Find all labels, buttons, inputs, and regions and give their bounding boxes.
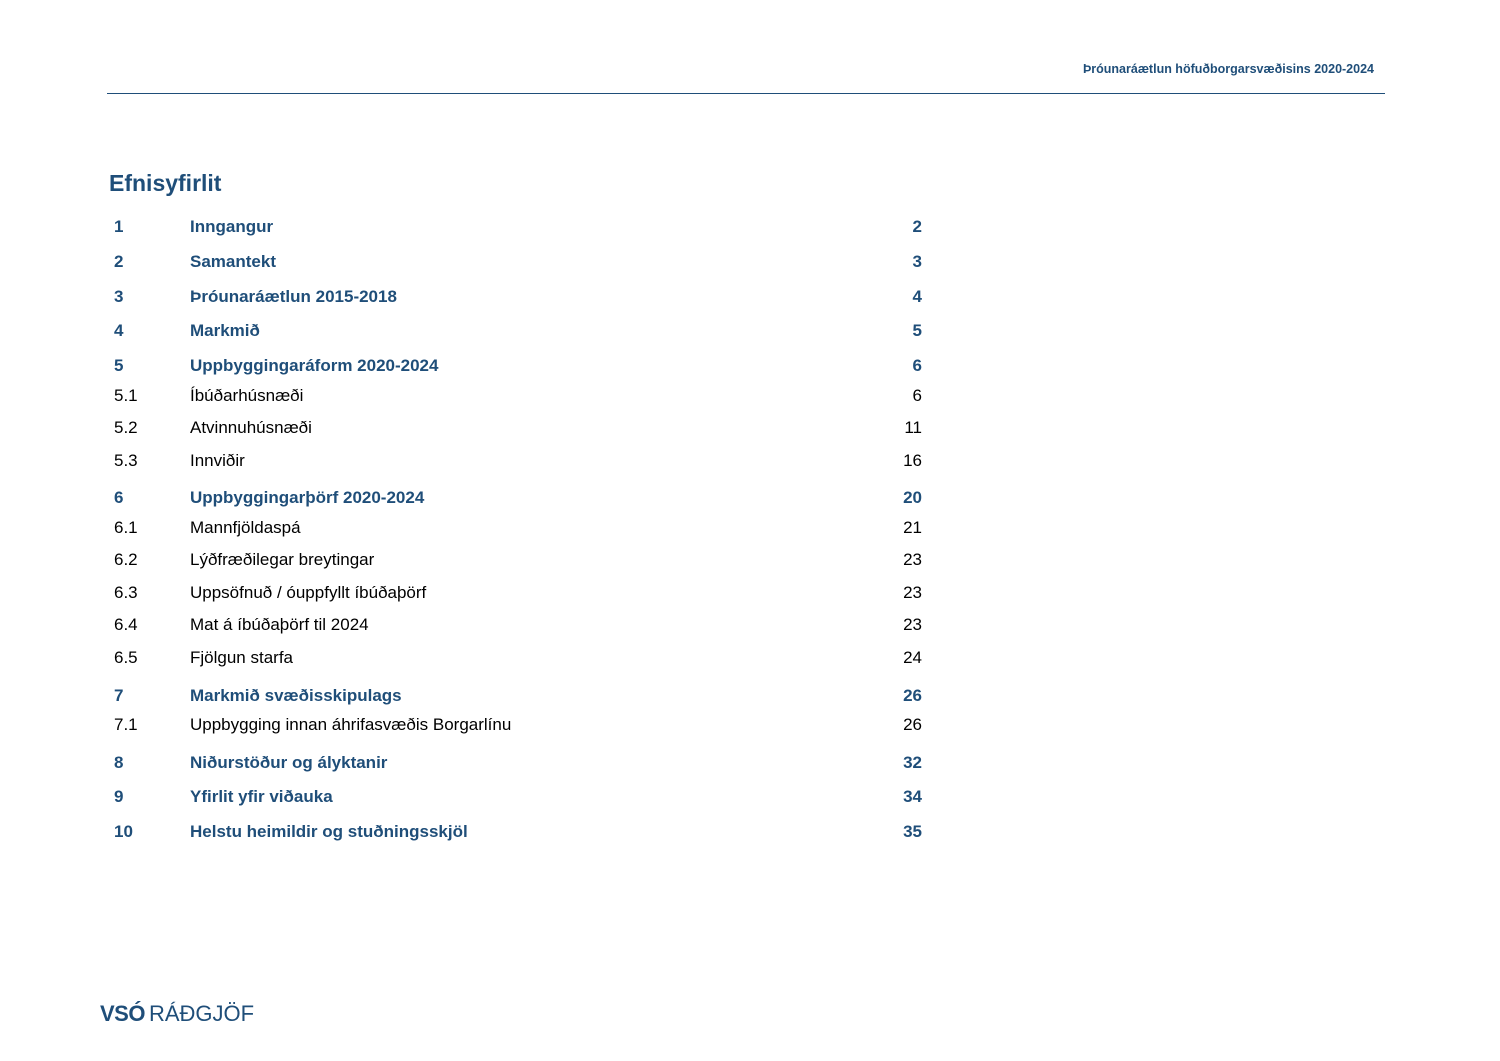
toc-entry-number: 6.1: [114, 518, 138, 537]
toc-entry-6-2[interactable]: [0, 548, 1500, 572]
toc-entry-title: Atvinnuhúsnæði: [190, 418, 312, 437]
toc-entry-5-2[interactable]: [0, 416, 1500, 440]
toc-entry-5-3[interactable]: [0, 449, 1500, 473]
toc-entry-4[interactable]: [0, 319, 1500, 343]
toc-entry-number: 8: [114, 753, 124, 772]
toc-entry-page: 3: [912, 252, 922, 271]
toc-entry-3[interactable]: [0, 285, 1500, 309]
toc-entry-number: 1: [114, 217, 124, 236]
toc-entry-page: 35: [903, 822, 922, 841]
toc-entry-title: Lýðfræðilegar breytingar: [190, 550, 375, 569]
toc-entry-page: 32: [903, 753, 922, 772]
toc-entry-page: 34: [903, 787, 922, 806]
toc-entry-9[interactable]: [0, 785, 1500, 809]
toc-entry-7[interactable]: [0, 684, 1500, 708]
toc-entry-page: 23: [903, 615, 922, 634]
toc-entry-5-1[interactable]: [0, 384, 1500, 408]
toc-entry-page: 2: [912, 217, 922, 236]
toc-entry-number: 6.2: [114, 550, 138, 569]
toc-entry-title: Yfirlit yfir viðauka: [190, 787, 333, 806]
toc-heading: Efnisyfirlit: [109, 170, 222, 196]
toc-entry-number: 3: [114, 287, 124, 306]
toc-entry-page: 11: [904, 418, 922, 437]
toc-entry-title: Inngangur: [190, 217, 274, 236]
toc-entry-page: 4: [912, 287, 922, 306]
toc-entry-6-5[interactable]: [0, 646, 1500, 670]
toc-entry-title: Þróunaráætlun 2015-2018: [190, 287, 397, 306]
toc-entry-page: 20: [903, 488, 922, 507]
toc-entry-title: Uppbyggingarþörf 2020-2024: [190, 488, 425, 507]
toc-entry-number: 2: [114, 252, 124, 271]
toc-entry-number: 5.1: [114, 386, 138, 405]
toc-entry-title: Helstu heimildir og stuðningsskjöl: [190, 822, 468, 841]
toc-entry-number: 6: [114, 488, 124, 507]
toc-entry-title: Uppsöfnuð / óuppfyllt íbúðaþörf: [190, 583, 427, 602]
header-divider: [107, 93, 1385, 94]
toc-entry-page: 23: [903, 550, 922, 569]
toc-entry-page: 6: [912, 356, 922, 375]
toc-entry-8[interactable]: [0, 751, 1500, 775]
toc-entry-title: Samantekt: [190, 252, 276, 271]
toc-entry-number: 7.1: [114, 715, 138, 734]
toc-entry-title: Innviðir: [190, 451, 245, 470]
toc-entry-page: 26: [903, 686, 922, 705]
toc-entry-number: 10: [114, 822, 133, 841]
toc-entry-page: 6: [912, 386, 922, 405]
toc-entry-title: Markmið svæðisskipulags: [190, 686, 402, 705]
running-header-title: Þróunaráætlun höfuðborgarsvæðisins 2020-2024: [1082, 62, 1374, 76]
toc-entry-page: 26: [903, 715, 922, 734]
toc-entry-page: 21: [903, 518, 922, 537]
toc-entry-number: 5.3: [114, 451, 138, 470]
logo-wordmark-light: RÁÐGJÖF: [148, 1001, 255, 1026]
toc-entry-title: Niðurstöður og ályktanir: [190, 753, 388, 772]
toc-entry-6-1[interactable]: [0, 516, 1500, 540]
toc-entry-page: 16: [903, 451, 922, 470]
toc-entry-6-3[interactable]: [0, 581, 1500, 605]
toc-entry-number: 5: [114, 356, 124, 375]
toc-entry-page: 24: [903, 648, 922, 667]
toc-entry-title: Markmið: [190, 321, 260, 340]
toc-entry-number: 5.2: [114, 418, 138, 437]
toc-entry-number: 6.3: [114, 583, 138, 602]
toc-entry-title: Mannfjöldaspá: [190, 518, 301, 537]
toc-entry-number: 6.5: [114, 648, 138, 667]
toc-entry-page: 23: [903, 583, 922, 602]
toc-entry-title: Uppbygging innan áhrifasvæðis Borgarlínu: [190, 715, 512, 734]
toc-entry-1[interactable]: [0, 215, 1500, 239]
toc-entry-title: Íbúðarhúsnæði: [190, 386, 304, 405]
toc-entry-number: 6.4: [114, 615, 138, 634]
toc-entry-6[interactable]: [0, 486, 1500, 510]
toc-entry-10[interactable]: [0, 820, 1500, 844]
toc-entry-title: Fjölgun starfa: [190, 648, 293, 667]
toc-entry-number: 4: [114, 321, 124, 340]
vso-logo: [100, 1000, 254, 1028]
toc-entry-5[interactable]: [0, 354, 1500, 378]
toc-entry-number: 7: [114, 686, 124, 705]
toc-entry-7-1[interactable]: [0, 713, 1500, 737]
toc-entry-title: Uppbyggingaráform 2020-2024: [190, 356, 439, 375]
toc-entry-6-4[interactable]: [0, 613, 1500, 637]
toc-entry-number: 9: [114, 787, 124, 806]
toc-entry-2[interactable]: [0, 250, 1500, 274]
toc-entry-title: Mat á íbúðaþörf til 2024: [190, 615, 369, 634]
logo-wordmark-bold: VSÓ: [100, 1001, 145, 1026]
toc-entry-page: 5: [912, 321, 922, 340]
